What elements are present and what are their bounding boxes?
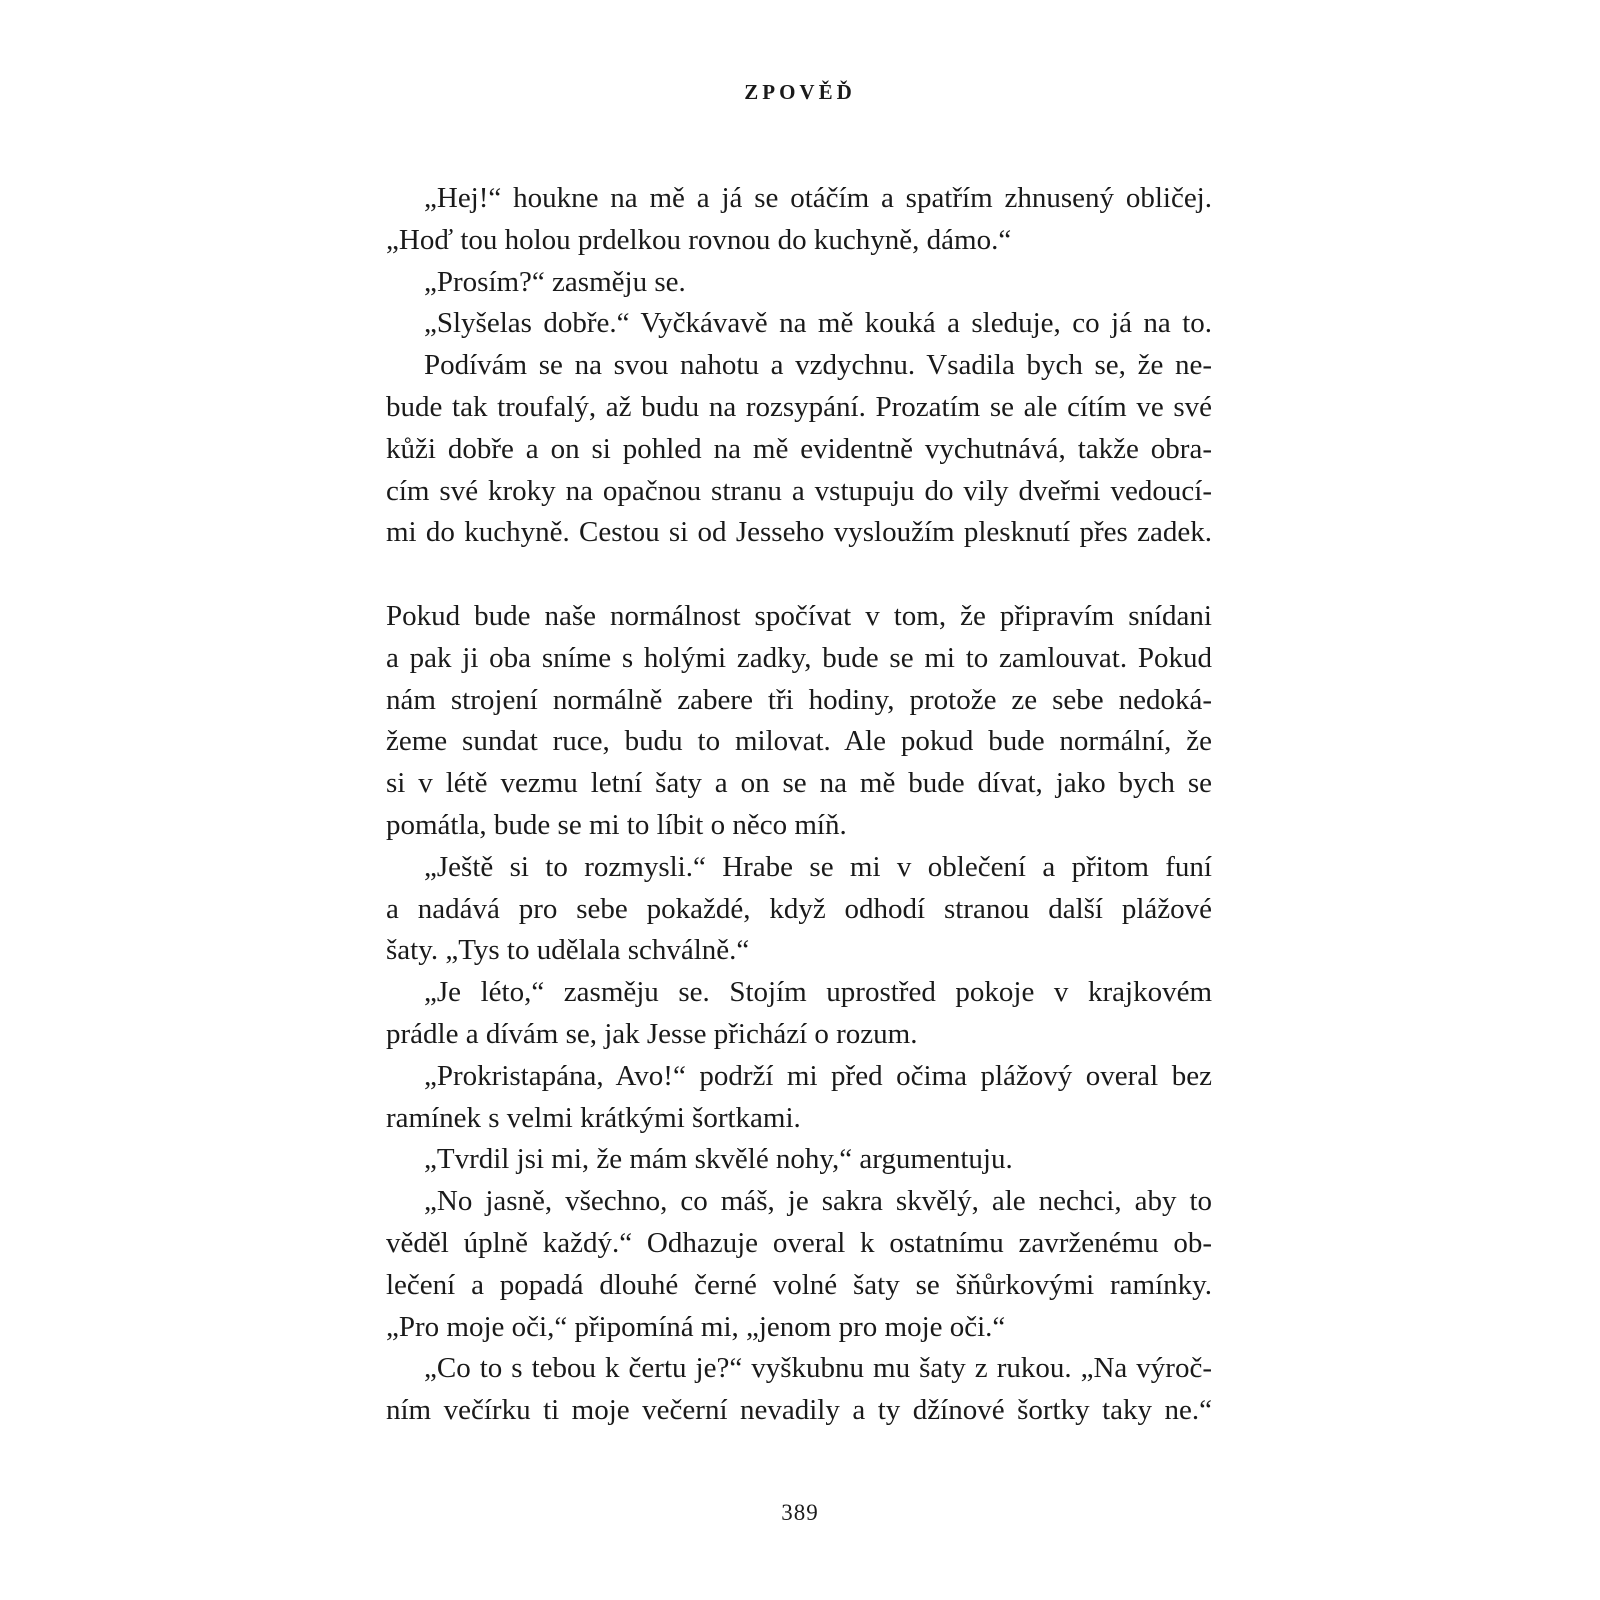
text-line: žeme sundat ruce, budu to milovat. Ale pokud bude normální, že (386, 725, 1212, 758)
section-break (386, 554, 1212, 596)
text-line: Podívám se na svou nahotu a vzdychnu. Vsadila bych se, že ne- (424, 349, 1212, 382)
text-line: „Prosím?“ zasměju se. (424, 265, 686, 298)
text-line: ním večírku ti moje večerní nevadily a ty džínové šortky taky ne.“ (386, 1394, 1212, 1427)
text-line: si v létě vezmu letní šaty a on se na mě bude dívat, jako bych se (386, 767, 1212, 800)
text-line: prádle a dívám se, jak Jesse přichází o rozum. (386, 1017, 918, 1050)
text-line: „Slyšelas dobře.“ Vyčkávavě na mě kouká a sleduje, co já na to. (424, 307, 1212, 340)
text-line: věděl úplně každý.“ Odhazuje overal k ostatnímu zavrženému ob- (386, 1226, 1212, 1259)
text-line: „Hoď tou holou prdelkou rovnou do kuchyně, dámo.“ (386, 223, 1012, 256)
body-text (386, 178, 1212, 1432)
section-1 (386, 178, 1212, 554)
text-line: mi do kuchyně. Cestou si od Jesseho vysloužím plesknutí přes zadek. (386, 516, 1212, 549)
text-line: bude tak troufalý, až budu na rozsypání. Prozatím se ale cítím ve své (386, 390, 1212, 423)
text-line: lečení a popadá dlouhé černé volné šaty se šňůrkovými ramínky. (386, 1268, 1212, 1301)
text-line: „Tvrdil jsi mi, že mám skvělé nohy,“ argumentuju. (424, 1143, 1013, 1176)
page-number: 389 (781, 1500, 819, 1525)
text-line: „Hej!“ houkne na mě a já se otáčím a spatřím zhnusený obličej. (424, 182, 1212, 214)
running-head: ZPOVĚĎ (744, 80, 856, 104)
text-line: „Co to s tebou k čertu je?“ vyškubnu mu šaty z rukou. „Na výroč- (424, 1352, 1212, 1385)
text-line: „Prokristapána, Avo!“ podrží mi před očima plážový overal bez (424, 1059, 1212, 1092)
text-line: a pak ji oba sníme s holými zadky, bude se mi to zamlouvat. Pokud (386, 641, 1212, 674)
text-line: „No jasně, všechno, co máš, je sakra skvělý, ale nechci, aby to (424, 1185, 1212, 1218)
text-line: „Pro moje oči,“ připomíná mi, „jenom pro moje oči.“ (386, 1310, 1006, 1343)
text-line: nám strojení normálně zabere tři hodiny, protože ze sebe nedoká- (386, 683, 1212, 716)
text-line: pomátla, bude se mi to líbit o něco míň. (386, 808, 847, 841)
text-line: Pokud bude naše normálnost spočívat v tom, že připravím snídani (386, 599, 1212, 632)
text-line: šaty. „Tys to udělala schválně.“ (386, 934, 750, 967)
text-line: kůži dobře a on si pohled na mě evidentně vychutnává, takže obra- (386, 432, 1212, 465)
text-line: cím své kroky na opačnou stranu a vstupuju do vily dveřmi vedoucí- (386, 474, 1212, 507)
text-line: ramínek s velmi krátkými šortkami. (386, 1101, 801, 1134)
text-line: „Je léto,“ zasměju se. Stojím uprostřed pokoje v krajkovém (424, 976, 1212, 1009)
text-line: a nadává pro sebe pokaždé, když odhodí stranou další plážové (386, 892, 1212, 925)
section-2 (386, 596, 1212, 1432)
text-line: „Ještě si to rozmysli.“ Hrabe se mi v oblečení a přitom funí (424, 850, 1212, 883)
